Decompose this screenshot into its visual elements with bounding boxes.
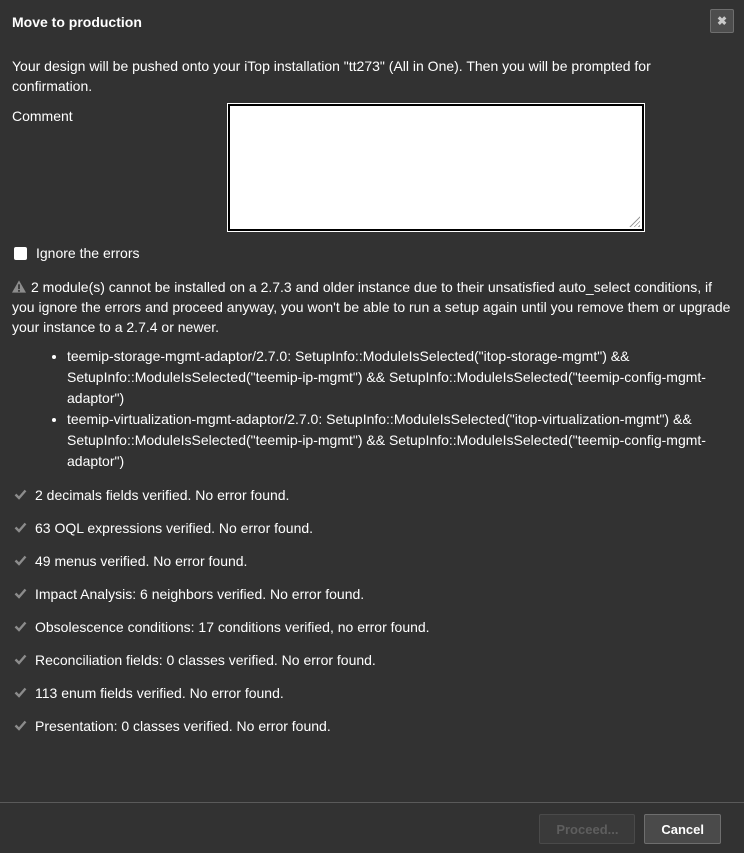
verification-results-list [12,486,732,736]
intro-text: Your design will be pushed onto your iTop installation "tt273" (All in One). Then you will be prompted for confirmation. [12,58,651,94]
warning-icon [12,280,26,293]
check-text: 113 enum fields verified. No error found. [35,685,284,701]
dialog-titlebar [12,12,732,34]
check-text: 63 OQL expressions verified. No error found. [35,520,314,536]
cancel-button[interactable]: Cancel [644,814,721,844]
module-error-item: • teemip-virtualization-mgmt-adaptor/2.7.0: SetupInfo::ModuleIsSelected("itop-virtualization-mgmt") && SetupInfo::ModuleIsSelected("teemip-ip-mgmt") && SetupInfo::ModuleIsSelected("teemip-config-mgmt-adaptor") [67,409,732,472]
close-button[interactable] [710,9,734,33]
check-item [14,618,732,637]
check-text: 2 decimals fields verified. No error found. [35,487,290,503]
dialog-button-pane [0,802,744,853]
warning-message [12,277,734,337]
check-item [14,552,732,571]
checkmark-icon [14,687,27,698]
ignore-errors-checkbox[interactable] [14,247,27,260]
module-error-item: • teemip-storage-mgmt-adaptor/2.7.0: SetupInfo::ModuleIsSelected("itop-storage-mgmt") && SetupInfo::ModuleIsSelected("teemip-ip-mgmt") && SetupInfo::ModuleIsSelected("teemip-config-mgmt-adaptor") [67,346,732,409]
ignore-errors-label[interactable]: Ignore the errors [36,245,140,261]
module-error-list [12,346,732,472]
check-item [14,519,732,538]
dialog-title: Move to production [12,14,142,30]
comment-textarea[interactable] [228,104,644,231]
comment-field-row [12,104,732,231]
checkmark-icon [14,654,27,665]
checkmark-icon [14,588,27,599]
comment-box-wrap [228,104,644,231]
check-text: Reconciliation fields: 0 classes verified. No error found. [35,652,376,668]
check-item [14,717,732,736]
ignore-errors-row [12,245,732,261]
checkmark-icon [14,621,27,632]
check-text: Impact Analysis: 6 neighbors verified. No error found. [35,586,365,602]
check-text: Presentation: 0 classes verified. No error found. [35,718,331,734]
checkmark-icon [14,555,27,566]
warning-text: 2 module(s) cannot be installed on a 2.7.3 and older instance due to their unsatisfied auto_select conditions, if you ignore the errors and proceed anyway, you won't be able to run a setup again until you remove them or upgrade your instance to a 2.7.4 or newer. [12,279,731,335]
comment-label: Comment [12,108,73,124]
check-item [14,651,732,670]
close-icon: ✖ [716,14,728,28]
check-text: 49 menus verified. No error found. [35,553,248,569]
checkmark-icon [14,720,27,731]
checkmark-icon [14,522,27,533]
check-text: Obsolescence conditions: 17 conditions verified, no error found. [35,619,430,635]
check-item [14,684,732,703]
checkmark-icon [14,489,27,500]
check-item [14,585,732,604]
check-item [14,486,732,505]
proceed-button[interactable]: Proceed... [539,814,635,844]
